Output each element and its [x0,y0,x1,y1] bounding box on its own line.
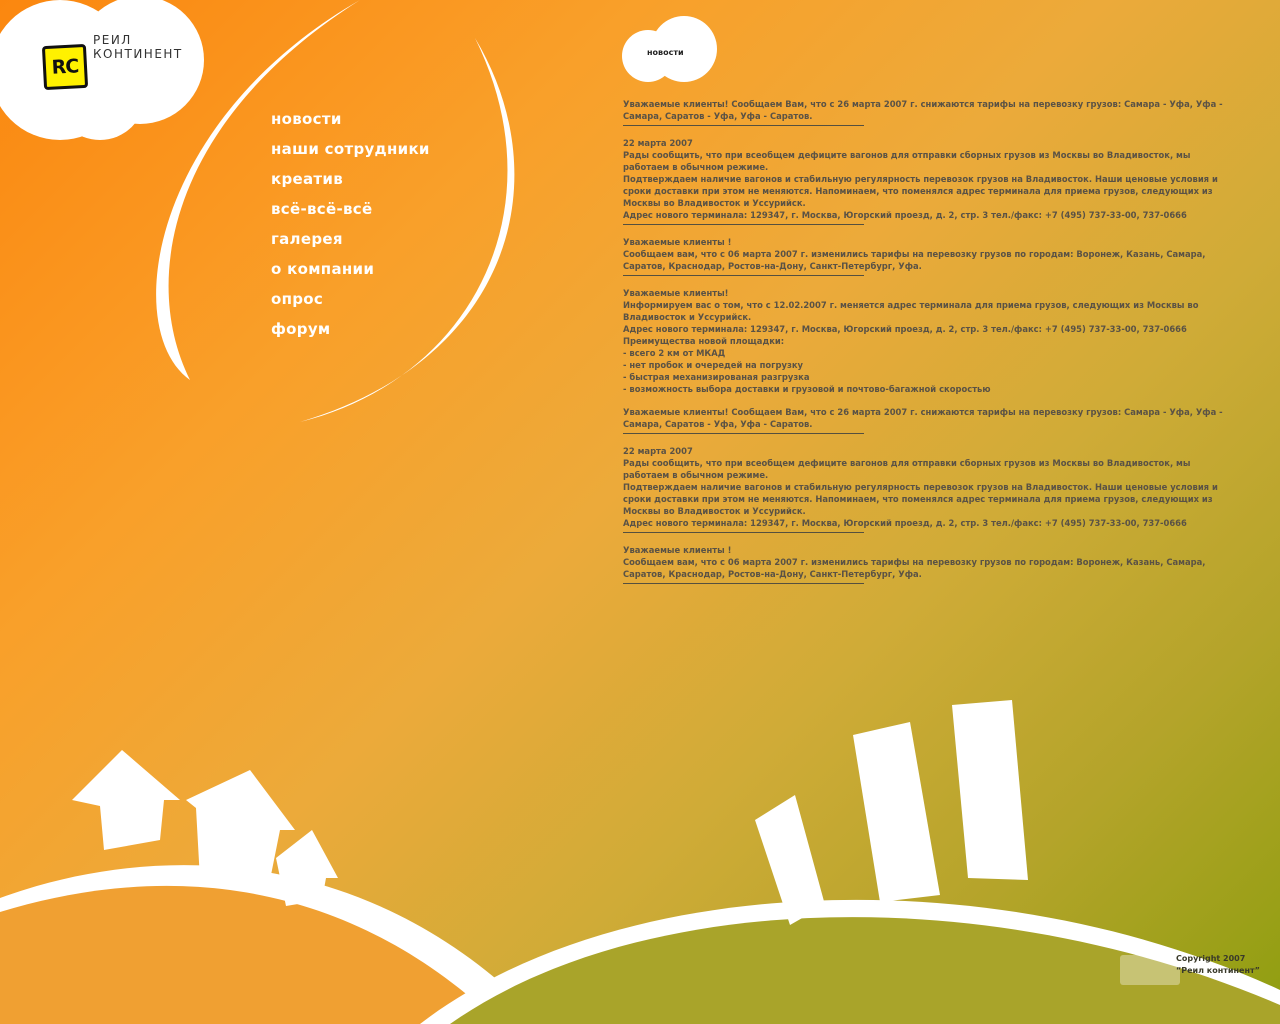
news-separator [623,224,864,225]
news-item [623,236,1223,276]
news-text-line: Адрес нового терминала: 129347, г. Москва, Югорский проезд, д. 2, стр. 3 тел./факс: +7 (495) 737-33-00, 737-0666 [623,324,1187,334]
news-text-line: - возможность выбора доставки и грузовой и почтово-багажной скоростью [623,384,991,394]
house-left-shape [72,750,180,850]
news-text-line: Сообщаем вам, что с 06 марта 2007 г. изменились тарифы на перевозку грузов по городам: Воронеж, Казань, Самара, Саратов, Краснодар, Ростов-на-Дону, Санкт-Петербург, Уфа. [623,249,1206,271]
menu-item-creative[interactable]: креатив [271,170,344,188]
news-separator [623,583,864,584]
news-text-line: 22 марта 2007 [623,138,693,148]
news-text-line: - быстрая механизированая разгрузка [623,372,810,382]
copyright-line-1: Copyright 2007 [1176,954,1246,963]
tower-3-shape [952,700,1028,880]
news-separator [623,433,864,434]
menu-item-poll[interactable]: опрос [271,290,324,308]
news-text-line: 22 марта 2007 [623,446,693,456]
news-text-line: Преимущества новой площадки: [623,336,785,346]
news-text-line: Уважаемые клиенты! Сообщаем Вам, что с 26 марта 2007 г. снижаются тарифы на перевозку грузов: Самара - Уфа, Уфа - Самара, Саратов - Уфа, Уфа - Саратов. [623,99,1223,121]
logo-badge[interactable]: RC [42,44,88,90]
tower-2-shape [853,722,940,902]
news-text-line: Уважаемые клиенты ! [623,545,732,555]
news-text-line: Адрес нового терминала: 129347, г. Москва, Югорский проезд, д. 2, стр. 3 тел./факс: +7 (495) 737-33-00, 737-0666 [623,210,1187,220]
news-separator [623,125,864,126]
news-text-line: Рады сообщить, что при всеобщем дефиците вагонов для отправки сборных грузов из Москвы во Владивосток, мы работаем в обычном режиме. [623,150,1191,172]
news-text-line: Сообщаем вам, что с 06 марта 2007 г. изменились тарифы на перевозку грузов по городам: Воронеж, Казань, Самара, Саратов, Краснодар, Ростов-на-Дону, Санкт-Петербург, Уфа. [623,557,1206,579]
logo-text[interactable] [93,33,183,61]
news-separator [623,275,864,276]
truck-shape [1120,955,1180,985]
news-item [623,137,1223,225]
news-item [623,287,1223,395]
news-text-line: - всего 2 км от МКАД [623,348,726,358]
menu-item-everything[interactable]: всё-всё-всё [271,200,373,218]
logo-line-2: КОНТИНЕНТ [93,47,183,61]
copyright [1176,953,1260,977]
news-text-line: - нет пробок и очередей на погрузку [623,360,803,370]
menu-item-about[interactable]: о компании [271,260,375,278]
logo-line-1: РЕИЛ [93,33,132,47]
news-item [623,98,1223,126]
news-item [623,445,1223,533]
news-separator [623,532,864,533]
news-item [623,544,1223,584]
news-text-line: Информируем вас о том, что с 12.02.2007 г. меняется адрес терминала для приема грузов, следующих из Москвы во Владивосток и Уссурийск. [623,300,1199,322]
news-text-line: Рады сообщить, что при всеобщем дефиците вагонов для отправки сборных грузов из Москвы во Владивосток, мы работаем в обычном режиме. [623,458,1191,480]
menu-item-gallery[interactable]: галерея [271,230,343,248]
news-text-line: Уважаемые клиенты! [623,288,729,298]
news-text-line: Подтверждаем наличие вагонов и стабильную регулярность перевозок грузов на Владивосток. Наши ценовые условия и сроки доставки при этом не меняются. Напоминаем, что поменялся адрес терминала для приема грузов, следующих из Москвы во Владивосток и Уссурийск. [623,174,1218,208]
news-text-line: Уважаемые клиенты ! [623,237,732,247]
menu-item-staff[interactable]: наши сотрудники [271,140,430,158]
news-text-line: Подтверждаем наличие вагонов и стабильную регулярность перевозок грузов на Владивосток. Наши ценовые условия и сроки доставки при этом не меняются. Напоминаем, что поменялся адрес терминала для приема грузов, следующих из Москвы во Владивосток и Уссурийск. [623,482,1218,516]
news-item [623,406,1223,434]
news-text-line: Уважаемые клиенты! Сообщаем Вам, что с 26 марта 2007 г. снижаются тарифы на перевозку грузов: Самара - Уфа, Уфа - Самара, Саратов - Уфа, Уфа - Саратов. [623,407,1223,429]
main-menu [271,104,430,344]
logo-cloud [0,0,210,150]
news-text-line: Адрес нового терминала: 129347, г. Москва, Югорский проезд, д. 2, стр. 3 тел./факс: +7 (495) 737-33-00, 737-0666 [623,518,1187,528]
news-section-title: новости [647,48,684,57]
copyright-line-2: “Реил континент” [1176,966,1260,975]
menu-item-forum[interactable]: форум [271,320,331,338]
menu-item-news[interactable]: новости [271,110,342,128]
news-list [623,98,1223,595]
